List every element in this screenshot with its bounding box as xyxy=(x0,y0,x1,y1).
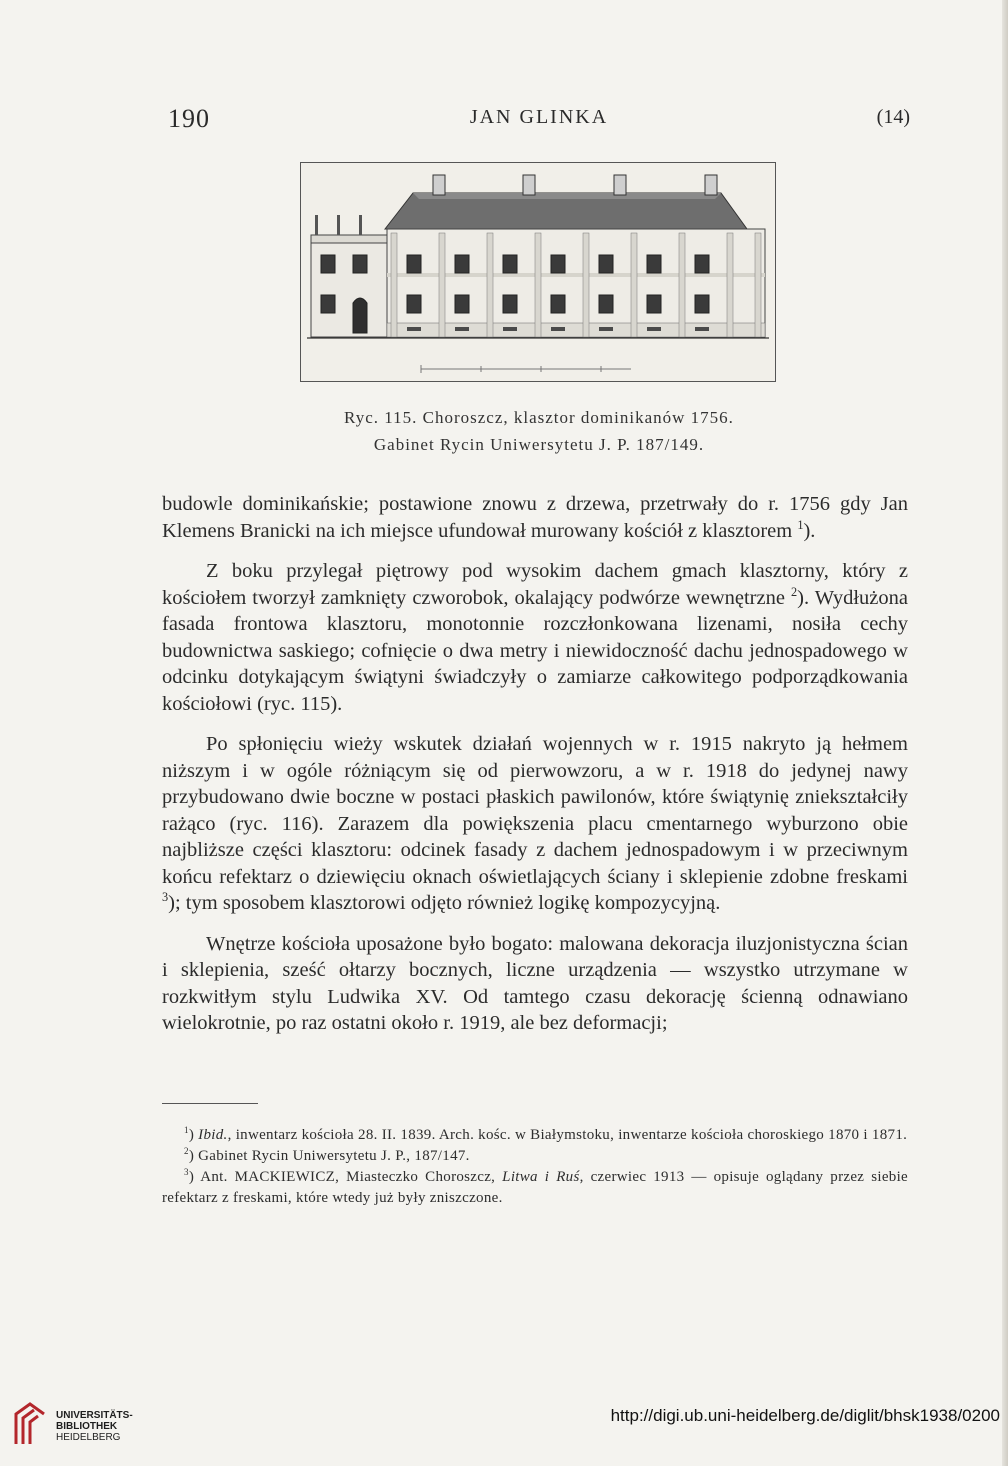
footnote-3-text-a: ) Ant. MACKIEWICZ, Miasteczko Choroszcz, xyxy=(188,1169,503,1185)
section-number: (14) xyxy=(876,106,910,128)
footnote-3-mark: 3 xyxy=(184,1167,189,1177)
caption-line-2: Gabinet Rycin Uniwersytetu J. P. 187/149. xyxy=(373,435,705,454)
source-url-link[interactable]: http://digi.ub.uni-heidelberg.de/diglit/bhsk1938/0200 xyxy=(610,1406,1000,1425)
footnote-1-text: , inwentarz kościoła 28. II. 1839. Arch. kośc. w Białymstoku, inwentarze kościoła choroskiego 1870 i 1871. xyxy=(227,1127,908,1143)
footnote-rule xyxy=(162,1103,258,1104)
library-line-1: UNIVERSITÄTS- xyxy=(56,1410,133,1421)
paragraph-1-end: ). xyxy=(803,519,816,542)
footnote-2 xyxy=(162,1146,908,1167)
body-text xyxy=(162,491,908,1051)
footnote-ref-2: 2 xyxy=(790,584,798,599)
paragraph-1 xyxy=(162,491,908,544)
library-line-2: BIBLIOTHEK xyxy=(56,1421,118,1432)
paragraph-2-text-b: ). Wydłużona fasada frontowa klasztoru, monotonnie rozczłonkowana lizenami, nosiła cechy budownictwa saskiego; cofnięcie o dwa metry i niewidoczność dachu jednospadowego w odcinku dotykającym świątyni świadczyły o zamiarze całkowitego podporządkowania kościołowi (ryc. 115). xyxy=(162,586,908,715)
footnote-1-mark: 1 xyxy=(184,1125,189,1135)
footnotes xyxy=(162,1125,908,1209)
paragraph-4: Wnętrze kościoła uposażone było bogato: malowana dekoracja iluzjonistyczna ścian i sklepienia, sześć ołtarzy bocznych, liczne urządzenia — wszystko utrzymane w rozkwitłym stylu Ludwika XV. Od tamtego czasu dekorację ścienną odnawiano wielokrotnie, po raz ostatni około r. 1919, ale bez deformacji; xyxy=(162,932,908,1034)
paragraph-2 xyxy=(162,558,908,717)
footnote-2-mark: 2 xyxy=(184,1146,189,1156)
paragraph-2-text-a: Z boku przylegał piętrowy pod wysokim dachem gmach klasztorny, który z kościołem tworzył zamknięty czworobok, okalający podwórze wewnętrzne xyxy=(162,560,908,609)
library-name xyxy=(56,1410,133,1443)
library-line-3: HEIDELBERG xyxy=(56,1432,121,1443)
page-edge xyxy=(1002,0,1008,1466)
figure-caption xyxy=(168,404,910,458)
footnote-2-text: ) Gabinet Rycin Uniwersytetu J. P., 187/147. xyxy=(188,1148,470,1164)
footnote-3 xyxy=(162,1167,908,1209)
paragraph-3-text-b: ); tym sposobem klasztorowi odjęto również logikę kompozycyjną. xyxy=(168,892,721,914)
page-number: 190 xyxy=(168,104,210,133)
footnote-1-italic: Ibid. xyxy=(198,1127,228,1143)
library-logo-icon xyxy=(10,1400,50,1450)
facade-drawing xyxy=(301,163,775,381)
footnote-ref-1: 1 xyxy=(797,517,804,532)
caption-line-1: Ryc. 115. Choroszcz, klasztor dominikanów 1756. xyxy=(344,408,734,427)
paragraph-3-text-a: Po spłonięciu wieży wskutek działań wojennych w r. 1915 nakryto ją hełmem niższym i w ogóle różniącym się od pierwowzoru, a w r. 1918 do jedynej nawy przybudowano dwie boczne w postaci płaskich pawilonów, które świątynię zniekształciły rażąco (ryc. 116). Zarazem dla powiększenia placu cmentarnego wyburzono obie najbliższe części klasztoru: odcinek fasady z dachem jednospadowym i w przeciwnym końcu refektarz o dziewięciu oknach oświetlających ściany i sklepienie zdobne freskami xyxy=(162,733,908,888)
footnote-3-text-b: , czerwiec 1913 — opisuje oglądany przez siebie refektarz z freskami, które wtedy już były zniszczone. xyxy=(162,1169,908,1206)
footnote-ref-3: 3 xyxy=(162,890,169,905)
page-header xyxy=(168,104,910,138)
running-title: JAN GLINKA xyxy=(469,106,609,128)
footnote-3-italic: Litwa i Ruś xyxy=(502,1169,580,1185)
paragraph-3 xyxy=(162,731,908,917)
paragraph-1-text: budowle dominikańskie; postawione znowu z drzewa, przetrwały do r. 1756 gdy Jan Klemens Branicki na ich miejsce ufundował murowany kościół z klasztorem xyxy=(162,493,908,542)
footnote-1: $^1$) Ibid., inwentarz kościoła 28. II. 1839. Arch. kośc. w Białymstoku, inwentarze kościoła choroskiego 1870 i 1871. xyxy=(184,1125,908,1143)
figure-monastery-drawing xyxy=(300,162,776,382)
